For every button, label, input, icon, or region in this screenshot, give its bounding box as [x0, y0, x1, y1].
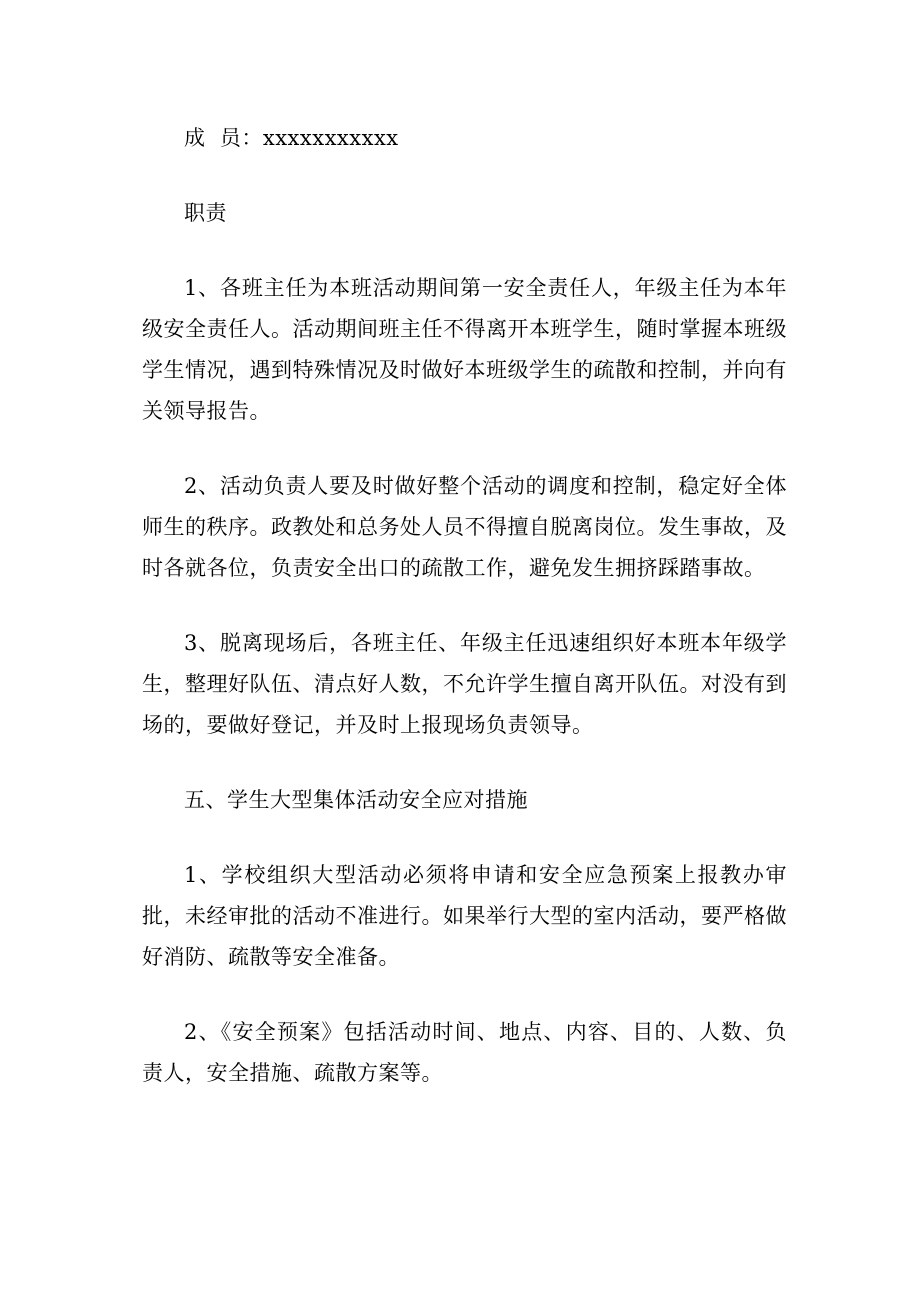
spacer [142, 821, 787, 855]
measure-paragraph-1: 1、学校组织大型活动必须将申请和安全应急预案上报教办审批，未经审批的活动不准进行。如果举行大型的室内活动，要严格做好消防、疏散等安全准备。 [142, 863, 787, 969]
spacer [142, 234, 787, 268]
spacer [142, 978, 787, 1012]
duty-paragraph-1: 1、各班主任为本班活动期间第一安全责任人，年级主任为本年级安全责任人。活动期间班主任不得离开本班学生，随时掌握本班级学生情况，遇到特殊情况及时做好本班级学生的疏散和控制，并向有关领导报告。 [142, 276, 787, 423]
duties-heading: 职责 [184, 201, 227, 225]
document-body [142, 118, 787, 1094]
spacer [142, 159, 787, 193]
spacer [142, 432, 787, 466]
measure-paragraph-2: 2、《安全预案》包括活动时间、地点、内容、目的、人数、负责人，安全措施、疏散方案等。 [142, 1020, 787, 1085]
duty-paragraph-2: 2、活动负责人要及时做好整个活动的调度和控制，稳定好全体师生的秩序。政教处和总务处人员不得擅自脱离岗位。发生事故，及时各就各位，负责安全出口的疏散工作，避免发生拥挤踩踏事故。 [142, 474, 787, 580]
duty-paragraph-3: 3、脱离现场后，各班主任、年级主任迅速组织好本班本年级学生，整理好队伍、清点好人数，不允许学生擅自离开队伍。对没有到场的，要做好登记，并及时上报现场负责领导。 [142, 631, 787, 737]
members-line: 成 员：xxxxxxxxxxx [184, 126, 399, 150]
spacer [142, 589, 787, 623]
spacer [142, 746, 787, 780]
section-five-heading: 五、学生大型集体活动安全应对措施 [184, 788, 528, 812]
